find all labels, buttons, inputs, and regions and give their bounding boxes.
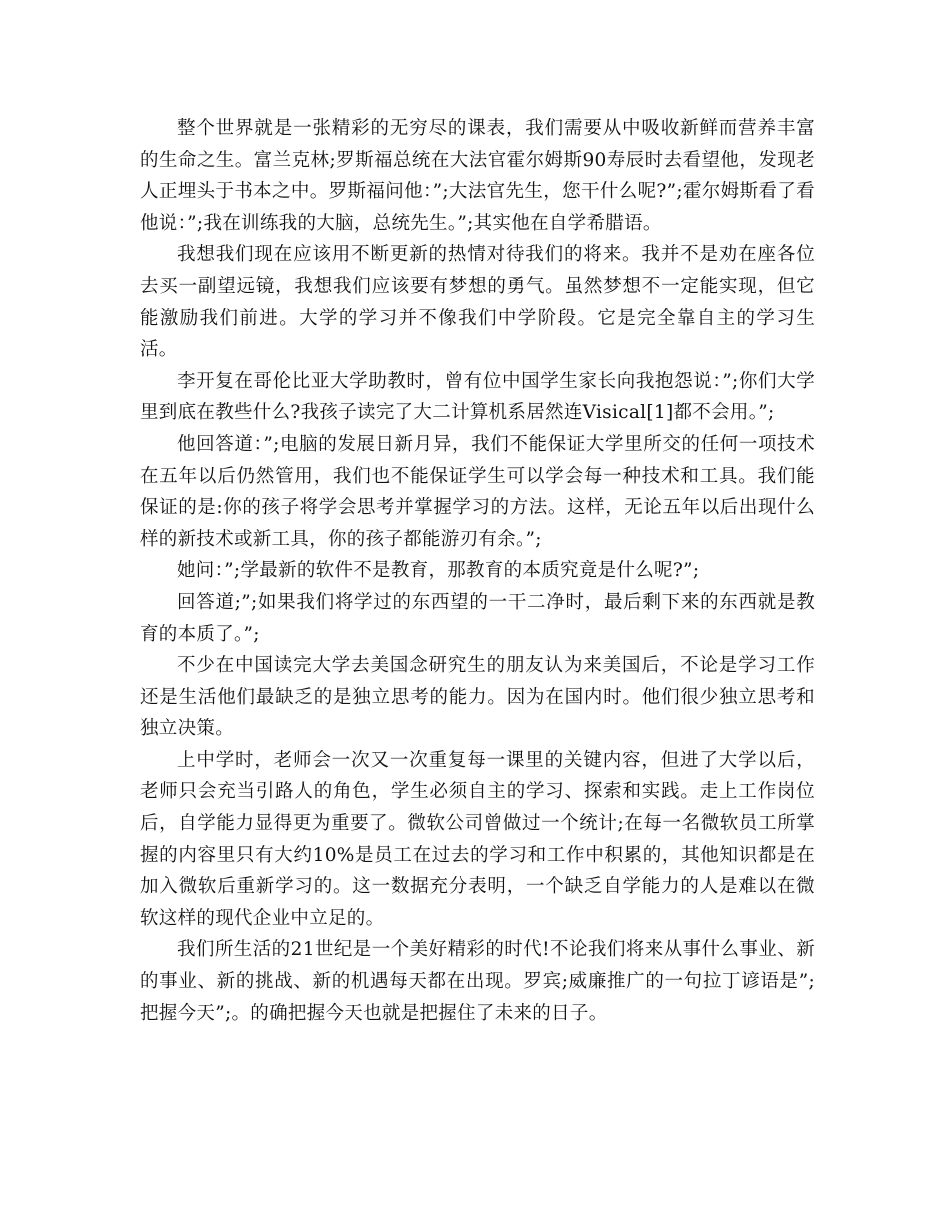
paragraph-3: 李开复在哥伦比亚大学助教时，曾有位中国学生家长向我抱怨说：”;你们大学里到底在教些什么?我孩子读完了大二计算机系居然连Visical[1]都不会用。”; (140, 370, 815, 424)
paragraph-8: 上中学时，老师会一次又一次重复每一课里的关键内容，但进了大学以后，老师只会充当引路人的角色，学生必须自主的学习、探索和实践。走上工作岗位后，自学能力显得更为重要了。微软公司曾做过一个统计;在每一名微软员工所掌握的内容里只有大约10%是员工在过去的学习和工作中积累的，其他知识都是在加入微软后重新学习的。这一数据充分表明，一个缺乏自学能力的人是难以在微软这样的现代企业中立足的。 (140, 749, 815, 929)
paragraph-2: 我想我们现在应该用不断更新的热情对待我们的将来。我并不是劝在座各位去买一副望远镜，我想我们应该要有梦想的勇气。虽然梦想不一定能实现，但它能激励我们前进。大学的学习并不像我们中学阶段。它是完全靠自主的学习生活。 (140, 244, 815, 361)
paragraph-9: 我们所生活的21世纪是一个美好精彩的时代!不论我们将来从事什么事业、新的事业、新的挑战、新的机遇每天都在出现。罗宾;威廉推广的一句拉丁谚语是”;把握今天”;。的确把握今天也就是把握住了未来的日子。 (140, 939, 815, 1024)
paragraph-1: 整个世界就是一张精彩的无穷尽的课表，我们需要从中吸收新鲜而营养丰富的生命之生。富兰克林;罗斯福总统在大法官霍尔姆斯90寿辰时去看望他，发现老人正埋头于书本之中。罗斯福问他：”;大法官先生，您干什么呢?”;霍尔姆斯看了看他说：”;我在训练我的大脑，总统先生。”;其实他在自学希腊语。 (140, 118, 815, 234)
document-body (140, 113, 815, 1029)
paragraph-4: 他回答道：”;电脑的发展日新月异，我们不能保证大学里所交的任何一项技术在五年以后仍然管用，我们也不能保证学生可以学会每一种技术和工具。我们能保证的是:你的孩子将学会思考并掌握学习的方法。这样，无论五年以后出现什么样的新技术或新工具，你的孩子都能游刃有余。”; (140, 433, 815, 550)
paragraph-6: 回答道;”;如果我们将学过的东西望的一干二净时，最后剩下来的东西就是教育的本质了。”; (140, 591, 815, 645)
paragraph-5: 她问：”;学最新的软件不是教育，那教育的本质究竟是什么呢?”; (177, 560, 700, 582)
paragraph-7: 不少在中国读完大学去美国念研究生的朋友认为来美国后，不论是学习工作还是生活他们最缺乏的是独立思考的能力。因为在国内时。他们很少独立思考和独立决策。 (140, 655, 815, 740)
